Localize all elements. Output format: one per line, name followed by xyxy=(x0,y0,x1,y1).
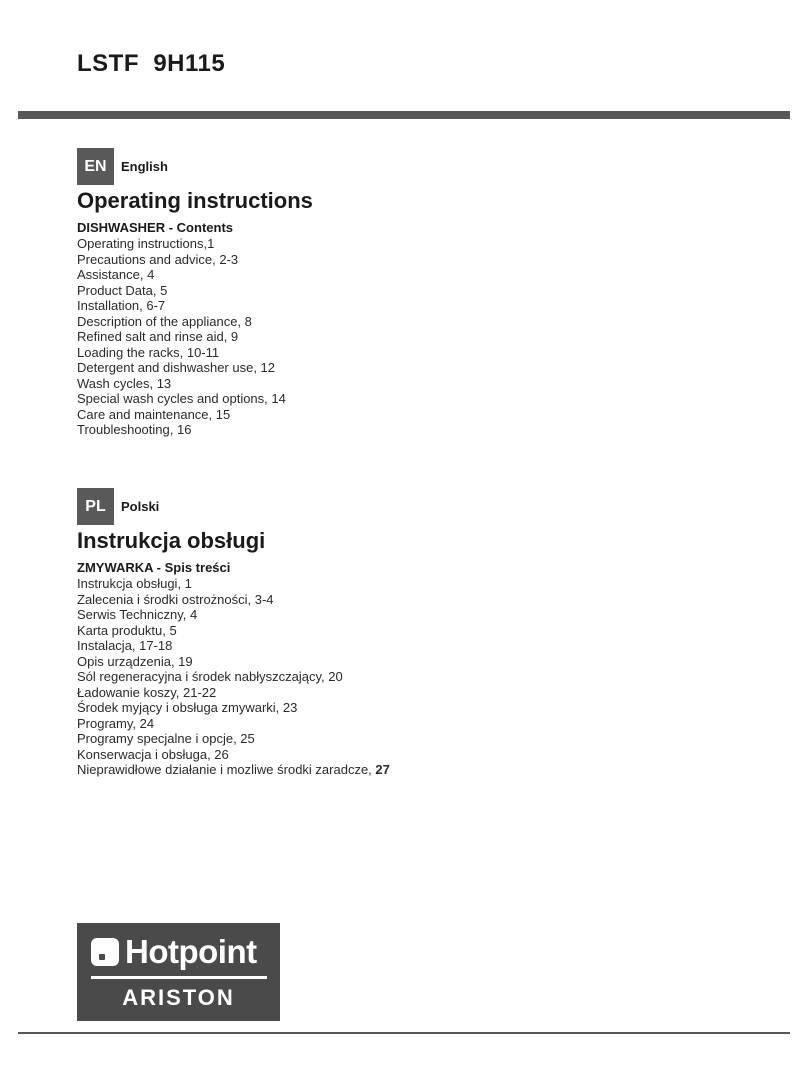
toc-item: Zalecenia i środki ostrożności, 3-4 xyxy=(77,591,274,607)
toc-item: Troubleshooting, 16 xyxy=(77,422,192,437)
language-code-badge: EN xyxy=(77,148,114,185)
toc-item: Programy, 24 xyxy=(77,715,155,731)
toc-item: Refined salt and rinse aid, 9 xyxy=(77,329,239,344)
logo-brand-top: Hotpoint xyxy=(125,933,257,970)
english-section xyxy=(77,148,757,438)
toc-item: Installation, 6-7 xyxy=(77,298,166,313)
bottom-divider xyxy=(18,1032,790,1034)
toc-item-text: Nieprawidłowe działanie i mozliwe środki zaradcze, xyxy=(77,762,376,777)
language-name: Polski xyxy=(121,499,160,514)
toc-item: Care and maintenance, 15 xyxy=(77,406,231,422)
section-heading: Operating instructions xyxy=(77,188,313,213)
language-header xyxy=(77,148,757,185)
toc-item: Operating instructions,1 xyxy=(77,236,215,251)
hotpoint-ariston-logo xyxy=(77,923,280,1021)
polish-section xyxy=(77,488,757,778)
toc-item-page: 27 xyxy=(375,762,390,777)
model-title: LSTF 9H115 xyxy=(77,50,226,77)
logo-brand-bottom: ARISTON xyxy=(122,985,235,1010)
toc-item: Ładowanie koszy, 21-22 xyxy=(77,684,217,700)
toc-item: Special wash cycles and options, 14 xyxy=(77,391,286,406)
toc-item: Precautions and advice, 2-3 xyxy=(77,251,239,267)
toc-item: Środek myjący i obsługa zmywarki, 23 xyxy=(77,700,298,715)
toc-item: Assistance, 4 xyxy=(77,267,155,282)
table-of-contents xyxy=(77,236,757,438)
brand-mark-icon xyxy=(91,938,119,966)
toc-item: Instrukcja obsługi, 1 xyxy=(77,576,192,591)
contents-title: DISHWASHER - Contents xyxy=(77,220,233,235)
language-name: English xyxy=(121,159,168,174)
toc-item: Wash cycles, 13 xyxy=(77,375,172,391)
toc-item xyxy=(77,762,757,778)
language-code-badge: PL xyxy=(77,488,114,525)
toc-item: Description of the appliance, 8 xyxy=(77,313,252,329)
logo-divider xyxy=(91,976,267,979)
toc-item: Opis urządzenia, 19 xyxy=(77,653,193,669)
toc-item: Programy specjalne i opcje, 25 xyxy=(77,731,255,746)
section-heading: Instrukcja obsługi xyxy=(77,528,266,553)
toc-item: Serwis Techniczny, 4 xyxy=(77,607,198,622)
toc-item: Instalacja, 17-18 xyxy=(77,638,173,653)
toc-item: Sól regeneracyjna i środek nabłyszczający, 20 xyxy=(77,669,343,684)
toc-item: Detergent and dishwasher use, 12 xyxy=(77,360,276,375)
table-of-contents xyxy=(77,576,757,778)
toc-item: Product Data, 5 xyxy=(77,282,168,298)
toc-item: Konserwacja i obsługa, 26 xyxy=(77,746,229,762)
toc-item: Loading the racks, 10-11 xyxy=(77,344,220,360)
language-header xyxy=(77,488,757,525)
contents-title: ZMYWARKA - Spis treści xyxy=(77,560,231,575)
top-divider xyxy=(18,111,790,119)
toc-item: Karta produktu, 5 xyxy=(77,622,177,638)
